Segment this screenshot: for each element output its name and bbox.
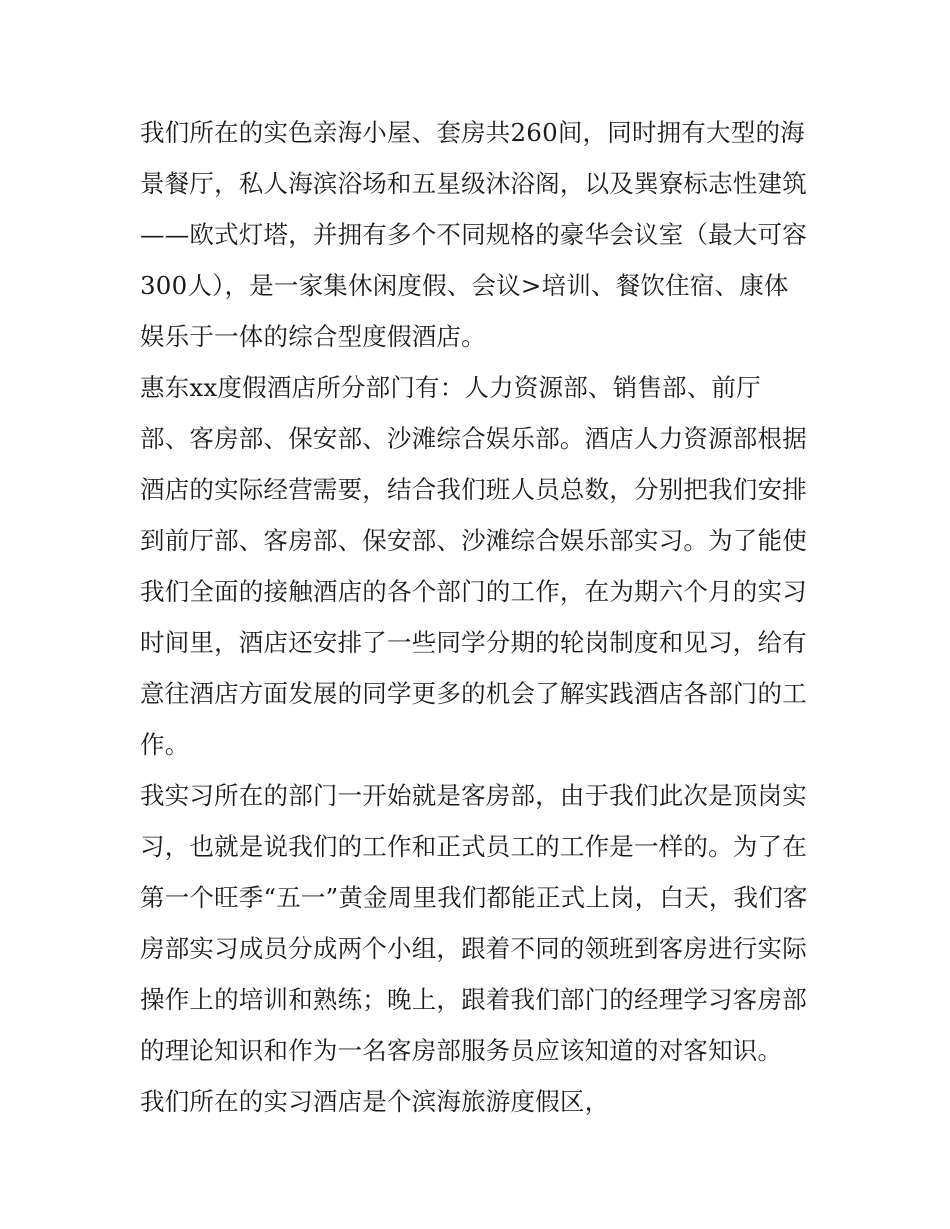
paragraph-1 — [140, 107, 820, 362]
text-line: 景餐厅，私人海滨浴场和五星级沐浴阁，以及巽寮标志性建筑 — [140, 169, 807, 198]
text-line: 第一个旺季“五一”黄金周里我们都能正式上岗，白天，我们客 — [140, 883, 808, 912]
text-line: 时间里，酒店还安排了一些同学分期的轮岗制度和见习，给有 — [140, 628, 807, 657]
text-line: 作。 — [140, 730, 190, 759]
text-line: 到前厅部、客房部、保安部、沙滩综合娱乐部实习。为了能使 — [140, 526, 807, 555]
text-line: 我们所在的实习酒店是个滨海旅游度假区， — [140, 1087, 610, 1116]
paragraph-4 — [140, 1076, 820, 1127]
text-line: 操作上的培训和熟练；晚上，跟着我们部门的经理学习客房部 — [140, 985, 807, 1014]
text-line: 房部实习成员分成两个小组，跟着不同的领班到客房进行实际 — [140, 934, 807, 963]
text-line: 娱乐于一体的综合型度假酒店。 — [140, 322, 486, 351]
text-line: 我们所在的实色亲海小屋、套房共260间，同时拥有大型的海 — [140, 118, 805, 147]
document-body — [140, 107, 820, 1127]
text-line: 300人），是一家集休闲度假、会议>培训、餐饮住宿、康体 — [140, 271, 789, 300]
text-line: 部、客房部、保安部、沙滩综合娱乐部。酒店人力资源部根据 — [140, 424, 807, 453]
text-line: 惠东xx度假酒店所分部门有：人力资源部、销售部、前厅 — [140, 373, 761, 402]
text-line: 我实习所在的部门一开始就是客房部，由于我们此次是顶岗实 — [140, 781, 807, 810]
text-line: 意往酒店方面发展的同学更多的机会了解实践酒店各部门的工 — [140, 679, 807, 708]
text-line: ——欧式灯塔，并拥有多个不同规格的豪华会议室（最大可容 — [140, 220, 807, 249]
text-line: 酒店的实际经营需要，结合我们班人员总数，分别把我们安排 — [140, 475, 807, 504]
text-line: 的理论知识和作为一名客房部服务员应该知道的对客知识。 — [140, 1036, 783, 1065]
paragraph-3 — [140, 770, 820, 1076]
text-line: 我们全面的接触酒店的各个部门的工作，在为期六个月的实习 — [140, 577, 807, 606]
paragraph-2 — [140, 362, 820, 770]
text-line: 习，也就是说我们的工作和正式员工的工作是一样的。为了在 — [140, 832, 807, 861]
